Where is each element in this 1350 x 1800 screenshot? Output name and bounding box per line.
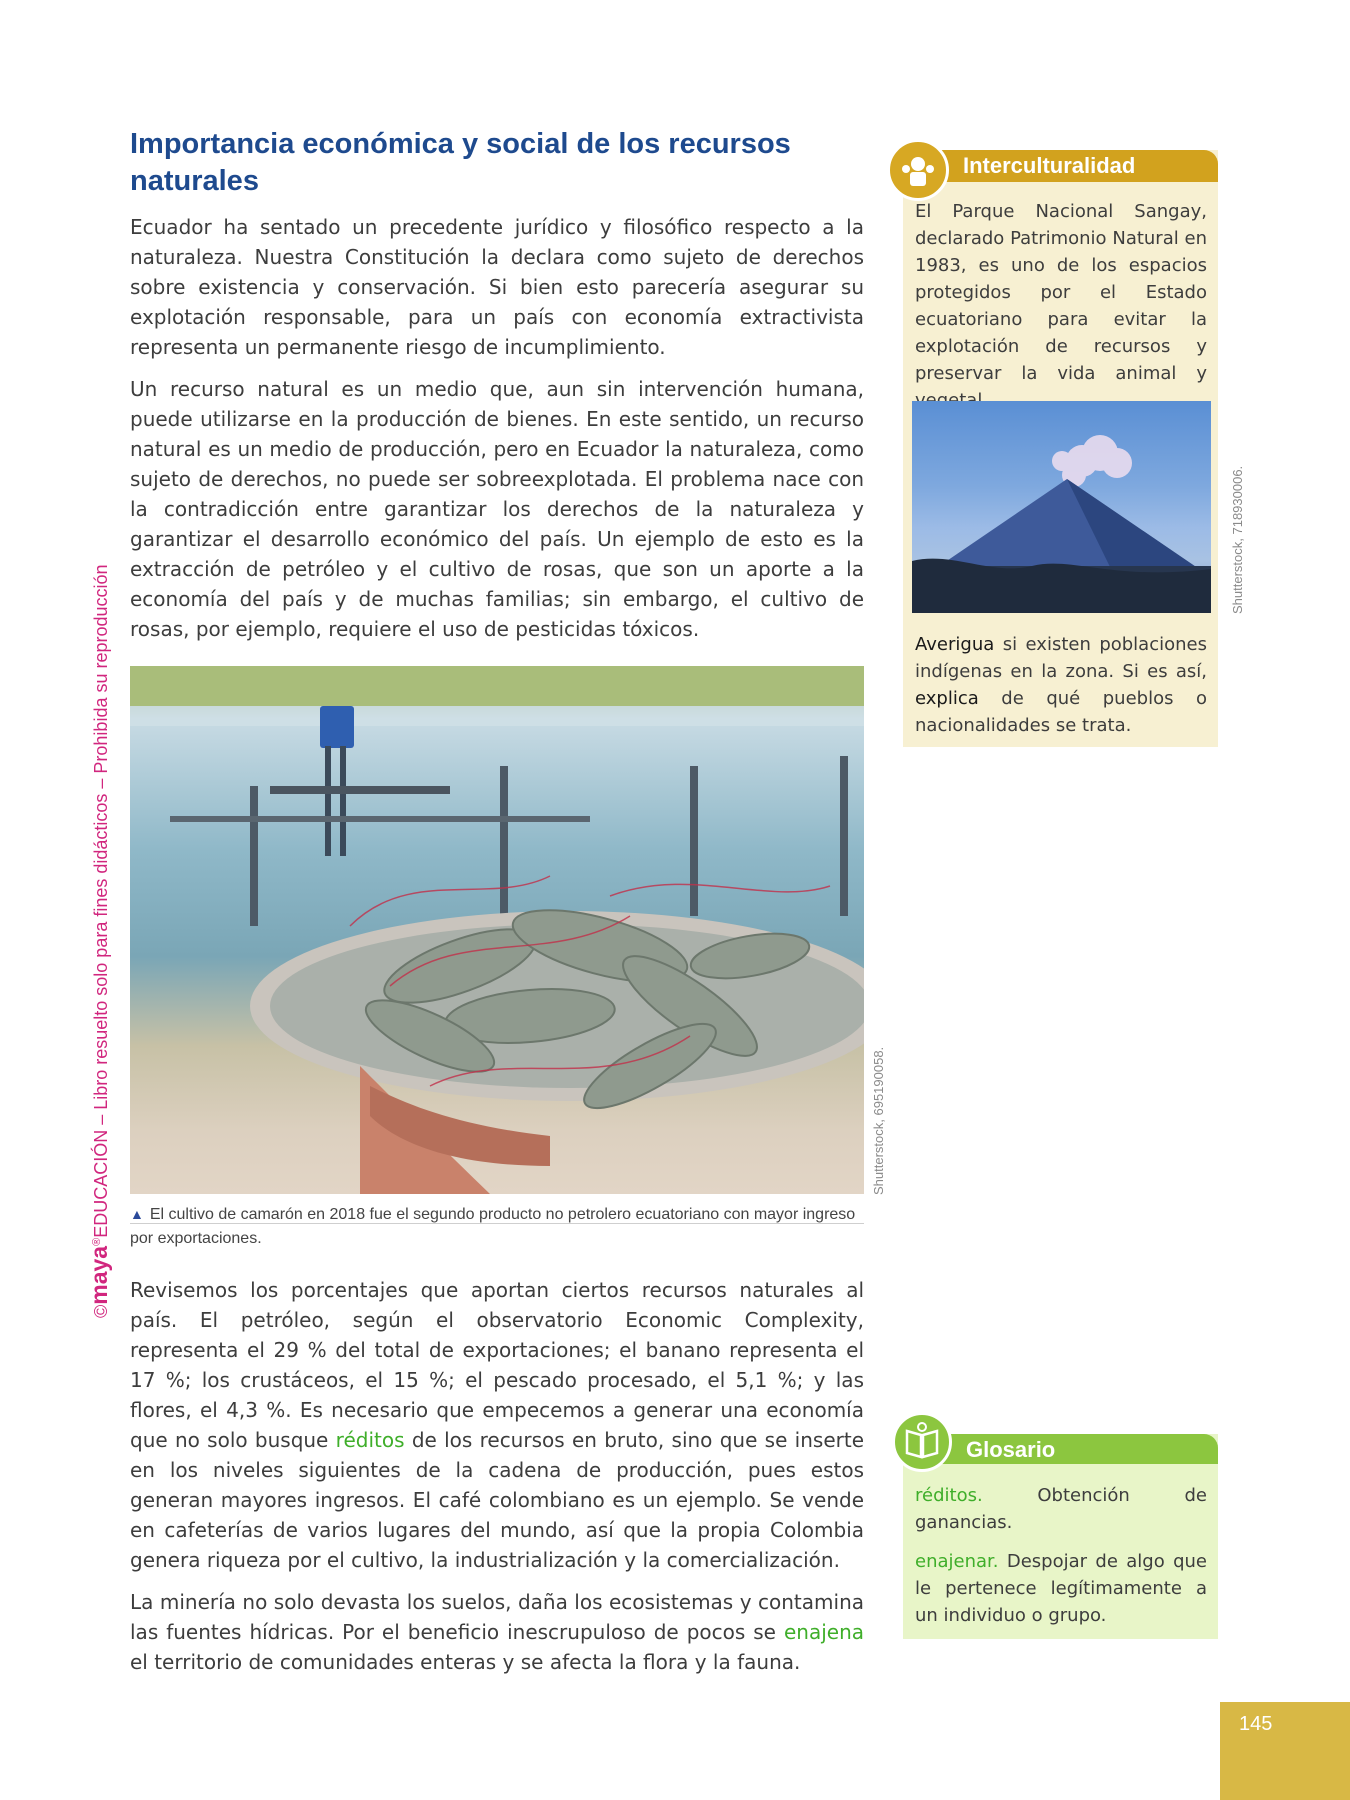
glossary-definition: Despojar de algo que le pertenece legítimamente a un individuo o grupo. [915, 1551, 1207, 1626]
volcano-photo-credit: Shutterstock, 718930006. [1230, 465, 1245, 614]
paragraph-mining-text-b: el territorio de comunidades enteras y se afecta la flora y la fauna. [130, 1650, 801, 1674]
people-icon [887, 139, 949, 201]
brand-name: maya [86, 1245, 112, 1305]
question-verb-explica: explica [915, 688, 979, 709]
paragraph-percentages [130, 1275, 864, 1575]
glossary-link-reditos[interactable]: réditos [335, 1428, 405, 1452]
glossary-entry [915, 1482, 1207, 1536]
photo-caption [130, 1202, 864, 1251]
glossary-entry [915, 1548, 1207, 1629]
paragraph-natural-resource: Un recurso natural es un medio que, aun sin intervención humana, puede utilizarse en la producción de bienes. En este sentido, un recurso natural es un medio de producción, pero en Ecuador la naturaleza, como sujeto de derechos, no puede ser sobreexplotada. El problema nace con la contradicción entre garantizar los derechos de la naturaleza y garantizar el desarrollo económico del país. Un ejemplo de esto es la extracción de petróleo y el cultivo de rosas, que son un aporte a la economía del país y de muchas familias; sin embargo, el cultivo de rosas, por ejemplo, requiere el uso de pesticidas tóxicos. [130, 377, 864, 641]
glossary-definition: Obtención de ganancias. [915, 1485, 1207, 1533]
copyright-text: EDUCACIÓN – Libro resuelto solo para fines didácticos – Prohibida su reproducción [91, 564, 111, 1238]
question-verb-averigua: Averigua [915, 634, 995, 655]
interculturalidad-title: Interculturalidad [963, 153, 1136, 178]
registered-mark: ® [91, 1237, 103, 1246]
volcano-photo [912, 401, 1211, 613]
caption-triangle-icon: ▲ [130, 1206, 144, 1222]
shrimp-photo-illustration [130, 666, 864, 1194]
question-text-2: de qué pueblos o nacionalidades se trata. [915, 688, 1207, 736]
paragraph-percentages-text-a: Revisemos los porcentajes que aportan ciertos recursos naturales al país. El petróleo, según el observatorio Economic Complexity, representa el 29 % del total de exportaciones; el banano representa el 17 %; los crustáceos, el 15 %; el pescado procesado, el 5,1 %; y las flores, el 4,3 %. Es necesario que empecemos a generar una economía que no solo busque [130, 1278, 864, 1452]
glossary-link-enajena[interactable]: enajena [783, 1620, 865, 1644]
caption-divider [130, 1223, 864, 1224]
caption-text: El cultivo de camarón en 2018 fue el segundo producto no petrolero ecuatoriano con mayor ingreso por exportaciones. [130, 1206, 856, 1247]
interculturalidad-question [915, 631, 1207, 739]
paragraph-mining-text-a: La minería no solo devasta los suelos, daña los ecosistemas y contamina las fuentes hídricas. Por el beneficio inescrupuloso de pocos se [130, 1590, 864, 1644]
shrimp-photo-credit: Shutterstock, 695190058. [871, 1046, 886, 1195]
volcano-photo-illustration [912, 401, 1211, 613]
page-title: Importancia económica y social de los recursos naturales [130, 128, 791, 197]
paragraph-constitution: Ecuador ha sentado un precedente jurídico y filosófico respecto a la naturaleza. Nuestra Constitución la declara como sujeto de derechos sobre existencia y conservación. Si bien esto parecería asegurar su explotación responsable, para un país con economía extractivista representa un permanente riesgo de incumplimiento. [130, 215, 864, 359]
paragraph-percentages-text-b: de los recursos en bruto, sino que se inserte en los niveles siguientes de la cadena de producción, pues estos generan mayores ingresos. El café colombiano es un ejemplo. Se vende en cafeterías de varios lugares del mundo, así que la propia Colombia genera riqueza por el cultivo, la industrialización y la comercialización. [130, 1428, 865, 1572]
interculturalidad-text: El Parque Nacional Sangay, declarado Patrimonio Natural en 1983, es uno de los espacios protegidos por el Estado ecuatoriano para evitar la explotación de recursos y preservar la vida animal y [915, 201, 1207, 384]
paragraph-mining [130, 1587, 864, 1677]
page-number: 145 [1239, 1713, 1273, 1735]
copyright-symbol: © [91, 1304, 111, 1318]
shrimp-photo [130, 666, 864, 1194]
glossary-term: réditos. [915, 1485, 983, 1506]
question-text-1: si existen poblaciones indígenas en la zona. Si es así, [915, 634, 1207, 682]
glosario-title: Glosario [966, 1437, 1056, 1462]
copyright-vertical-text [86, 564, 113, 1318]
book-icon [892, 1412, 952, 1472]
glossary-term: enajenar. [915, 1551, 999, 1572]
